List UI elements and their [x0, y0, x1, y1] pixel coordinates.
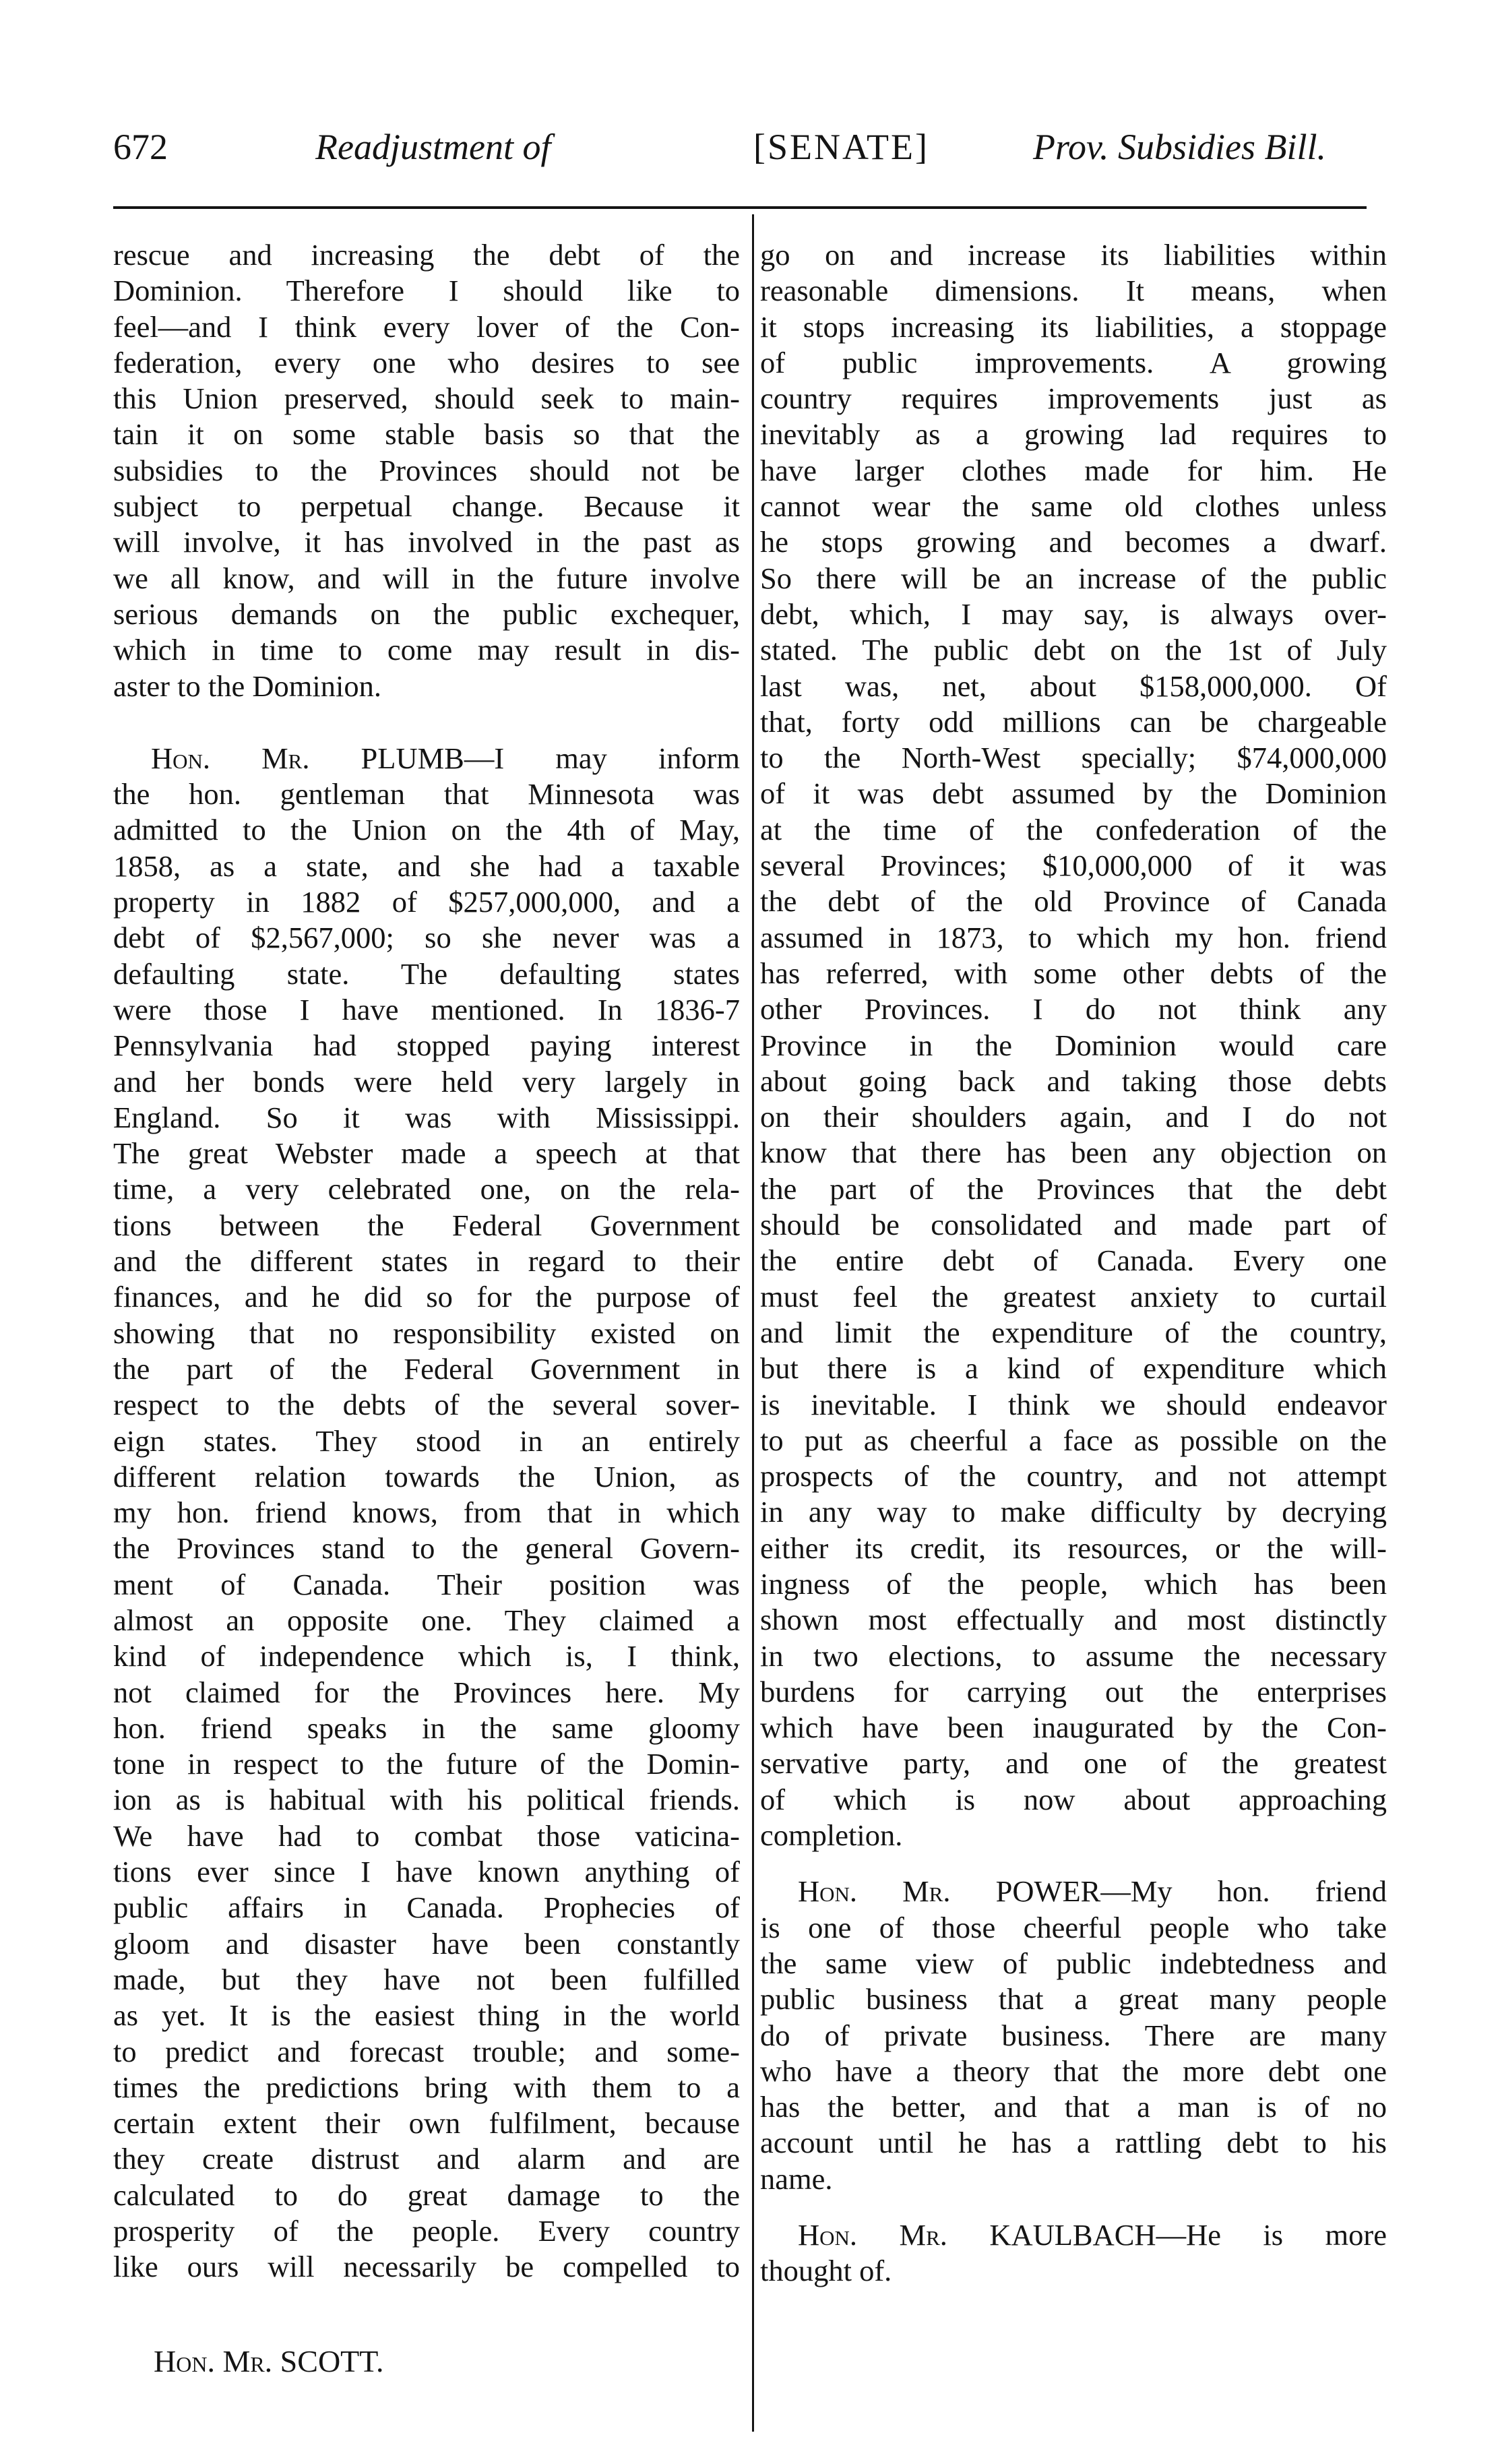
text-line: at the time of the confederation of the: [760, 812, 1387, 846]
text-line: finances, and he did so for the purpose of: [113, 1280, 740, 1314]
text-line: tions ever since I have known anything of: [113, 1855, 740, 1889]
text-line: respect to the debts of the several sover-: [113, 1388, 740, 1422]
running-title-center: [SENATE]: [753, 127, 929, 167]
text-line: federation, every one who desires to see: [113, 345, 740, 379]
text-line: reasonable dimensions. It means, when: [760, 274, 1387, 308]
text-line: of which is now about approaching: [760, 1782, 1387, 1816]
text-line: defaulting state. The defaulting states: [113, 956, 740, 991]
text-line: burdens for carrying out the enterprises: [760, 1674, 1387, 1708]
left-column: [113, 237, 740, 2285]
text-line: and her bonds were held very largely in: [113, 1064, 740, 1099]
text-line: the part of the Provinces that the debt: [760, 1171, 1387, 1206]
speech-first-line: [760, 2217, 1387, 2253]
text-line: cannot wear the same old clothes unless: [760, 489, 1387, 524]
text-line: certain extent their own fulfilment, because: [113, 2106, 740, 2140]
text-line: tone in respect to the future of the Domin-: [113, 1747, 740, 1781]
text-line: different relation towards the Union, as: [113, 1459, 740, 1493]
text-line: other Provinces. I do not think any: [760, 992, 1387, 1026]
text-line: debt of $2,567,000; so she never was a: [113, 921, 740, 955]
text-line: admitted to the Union on the 4th of May,: [113, 813, 740, 847]
speech-opening: —He is more: [1156, 2218, 1387, 2252]
text-line: to predict and forecast trouble; and some-: [113, 2034, 740, 2068]
plumb-speech: [113, 741, 740, 2285]
speech-opening: —I may inform: [464, 741, 740, 775]
text-line: we all know, and will in the future involve: [113, 561, 740, 595]
text-line: times the predictions bring with them to a: [113, 2070, 740, 2104]
text-line: completion.: [760, 1818, 903, 1853]
right-continuation-paragraph: [760, 237, 1387, 1853]
text-line: made, but they have not been fulfilled: [113, 1962, 740, 1996]
right-column: [760, 237, 1387, 2289]
running-title-right: Prov. Subsidies Bill.: [1033, 127, 1326, 167]
running-head: [113, 123, 1373, 177]
catchword: Hon. Mr. SCOTT.: [154, 2344, 384, 2378]
text-line: prosperity of the people. Every country: [113, 2214, 740, 2248]
text-line: the hon. gentleman that Minnesota was: [113, 777, 740, 811]
text-line: of it was debt assumed by the Dominion: [760, 776, 1387, 811]
text-line: they create distrust and alarm and are: [113, 2142, 740, 2176]
text-line: ion as is habitual with his political friends.: [113, 1783, 740, 1817]
text-line: aster to the Dominion.: [113, 669, 381, 703]
text-line: about going back and taking those debts: [760, 1064, 1387, 1098]
text-line: will involve, it has involved in the past as: [113, 525, 740, 559]
text-line: showing that no responsibility existed on: [113, 1316, 740, 1350]
text-line: has the better, and that a man is of no: [760, 2090, 1387, 2124]
text-line: which have been inaugurated by the Con-: [760, 1711, 1387, 1745]
power-speech: [760, 1874, 1387, 2197]
text-line: serious demands on the public exchequer,: [113, 596, 740, 631]
speaker-name: Hon. Mr. POWER: [798, 1874, 1101, 1909]
text-line: in two elections, to assume the necessary: [760, 1638, 1387, 1673]
text-line: go on and increase its liabilities within: [760, 238, 1387, 272]
text-line: The great Webster made a speech at that: [113, 1136, 740, 1171]
text-line: stated. The public debt on the 1st of July: [760, 633, 1387, 667]
text-line: rescue and increasing the debt of the: [113, 238, 740, 272]
speech-first-line: [760, 1874, 1387, 1909]
text-line: shown most effectually and most distinctly: [760, 1603, 1387, 1637]
page-number: 672: [113, 127, 168, 167]
text-line: and limit the expenditure of the country,: [760, 1315, 1387, 1349]
speech-first-line: [113, 741, 740, 776]
text-line: 1858, as a state, and she had a taxable: [113, 849, 740, 883]
plumb-speech-body: [113, 776, 740, 2285]
text-line: who have a theory that the more debt one: [760, 2054, 1387, 2088]
text-line: have larger clothes made for him. He: [760, 453, 1387, 487]
text-line: were those I have mentioned. In 1836-7: [113, 992, 740, 1026]
text-line: thought of.: [760, 2254, 892, 2288]
kaulbach-speech-body: [760, 2253, 1387, 2289]
text-line: of public improvements. A growing: [760, 345, 1387, 379]
text-line: debt, which, I may say, is always over-: [760, 596, 1387, 631]
kaulbach-speech: [760, 2217, 1387, 2289]
text-line: tain it on some stable basis so that the: [113, 417, 740, 452]
header-rule: [113, 206, 1367, 209]
text-line: which in time to come may result in dis-: [113, 633, 740, 667]
text-line: must feel the greatest anxiety to curtail: [760, 1279, 1387, 1314]
text-line: public affairs in Canada. Prophecies of: [113, 1890, 740, 1925]
text-line: England. So it was with Mississippi.: [113, 1100, 740, 1134]
text-line: either its credit, its resources, or the will-: [760, 1531, 1387, 1565]
text-line: time, a very celebrated one, on the rela-: [113, 1172, 740, 1206]
speaker-name: Hon. Mr. PLUMB: [151, 741, 464, 775]
speech-opening: —My hon. friend: [1100, 1874, 1387, 1909]
text-line: kind of independence which is, I think,: [113, 1639, 740, 1673]
text-line: has referred, with some other debts of the: [760, 956, 1387, 990]
running-title-left: Readjustment of: [315, 127, 551, 167]
speaker-name: Hon. Mr. KAULBACH: [798, 2218, 1156, 2252]
text-line: he stops growing and becomes a dwarf.: [760, 525, 1387, 559]
text-line: calculated to do great damage to the: [113, 2178, 740, 2212]
text-line: on their shoulders again, and I do not: [760, 1100, 1387, 1134]
text-line: subsidies to the Provinces should not be: [113, 453, 740, 487]
text-line: So there will be an increase of the public: [760, 561, 1387, 595]
text-line: several Provinces; $10,000,000 of it was: [760, 849, 1387, 883]
text-line: Province in the Dominion would care: [760, 1028, 1387, 1062]
left-intro-paragraph: [113, 237, 740, 704]
column-divider: [752, 214, 754, 2432]
text-line: that, forty odd millions can be chargeable: [760, 704, 1387, 739]
text-line: the part of the Federal Government in: [113, 1351, 740, 1386]
text-line: to the North-West specially; $74,000,000: [760, 741, 1387, 775]
text-line: inevitably as a growing lad requires to: [760, 417, 1387, 452]
text-line: almost an opposite one. They claimed a: [113, 1603, 740, 1637]
text-line: assumed in 1873, to which my hon. friend: [760, 920, 1387, 954]
text-line: last was, net, about $158,000,000. Of: [760, 669, 1387, 703]
text-line: gloom and disaster have been constantly: [113, 1926, 740, 1961]
text-line: know that there has been any objection on: [760, 1136, 1387, 1170]
text-line: Pennsylvania had stopped paying interest: [113, 1028, 740, 1063]
text-line: eign states. They stood in an entirely: [113, 1423, 740, 1458]
text-line: We have had to combat those vaticina-: [113, 1818, 740, 1853]
text-line: not claimed for the Provinces here. My: [113, 1675, 740, 1709]
text-line: prospects of the country, and not attempt: [760, 1459, 1387, 1493]
text-line: in any way to make difficulty by decrying: [760, 1495, 1387, 1529]
text-line: this Union preserved, should seek to main-: [113, 381, 740, 416]
text-line: it stops increasing its liabilities, a stoppage: [760, 309, 1387, 344]
text-line: feel—and I think every lover of the Con-: [113, 309, 740, 344]
text-line: the same view of public indebtedness and: [760, 1946, 1387, 1980]
text-line: servative party, and one of the greatest: [760, 1746, 1387, 1781]
text-line: and the different states in regard to their: [113, 1244, 740, 1279]
text-line: account until he has a rattling debt to his: [760, 2126, 1387, 2160]
text-line: public business that a great many people: [760, 1982, 1387, 2016]
text-line: ingness of the people, which has been: [760, 1566, 1387, 1601]
text-line: is one of those cheerful people who take: [760, 1910, 1387, 1944]
text-line: my hon. friend knows, from that in which: [113, 1496, 740, 1530]
power-speech-body: [760, 1910, 1387, 2197]
text-line: to put as cheerful a face as possible on the: [760, 1423, 1387, 1457]
text-line: is inevitable. I think we should endeavor: [760, 1387, 1387, 1421]
text-line: Dominion. Therefore I should like to: [113, 274, 740, 308]
text-line: but there is a kind of expenditure which: [760, 1351, 1387, 1386]
text-line: the debt of the old Province of Canada: [760, 884, 1387, 919]
text-line: as yet. It is the easiest thing in the world: [113, 1998, 740, 2033]
text-line: like ours will necessarily be compelled to: [113, 2250, 740, 2284]
text-line: tions between the Federal Government: [113, 1208, 740, 1242]
text-line: ment of Canada. Their position was: [113, 1567, 740, 1601]
text-line: property in 1882 of $257,000,000, and a: [113, 885, 740, 919]
text-line: the Provinces stand to the general Govern-: [113, 1531, 740, 1566]
text-line: do of private business. There are many: [760, 2018, 1387, 2052]
text-line: hon. friend speaks in the same gloomy: [113, 1711, 740, 1745]
text-line: the entire debt of Canada. Every one: [760, 1243, 1387, 1278]
text-line: name.: [760, 2161, 833, 2196]
text-line: country requires improvements just as: [760, 381, 1387, 416]
text-line: should be consolidated and made part of: [760, 1208, 1387, 1242]
text-line: subject to perpetual change. Because it: [113, 489, 740, 524]
